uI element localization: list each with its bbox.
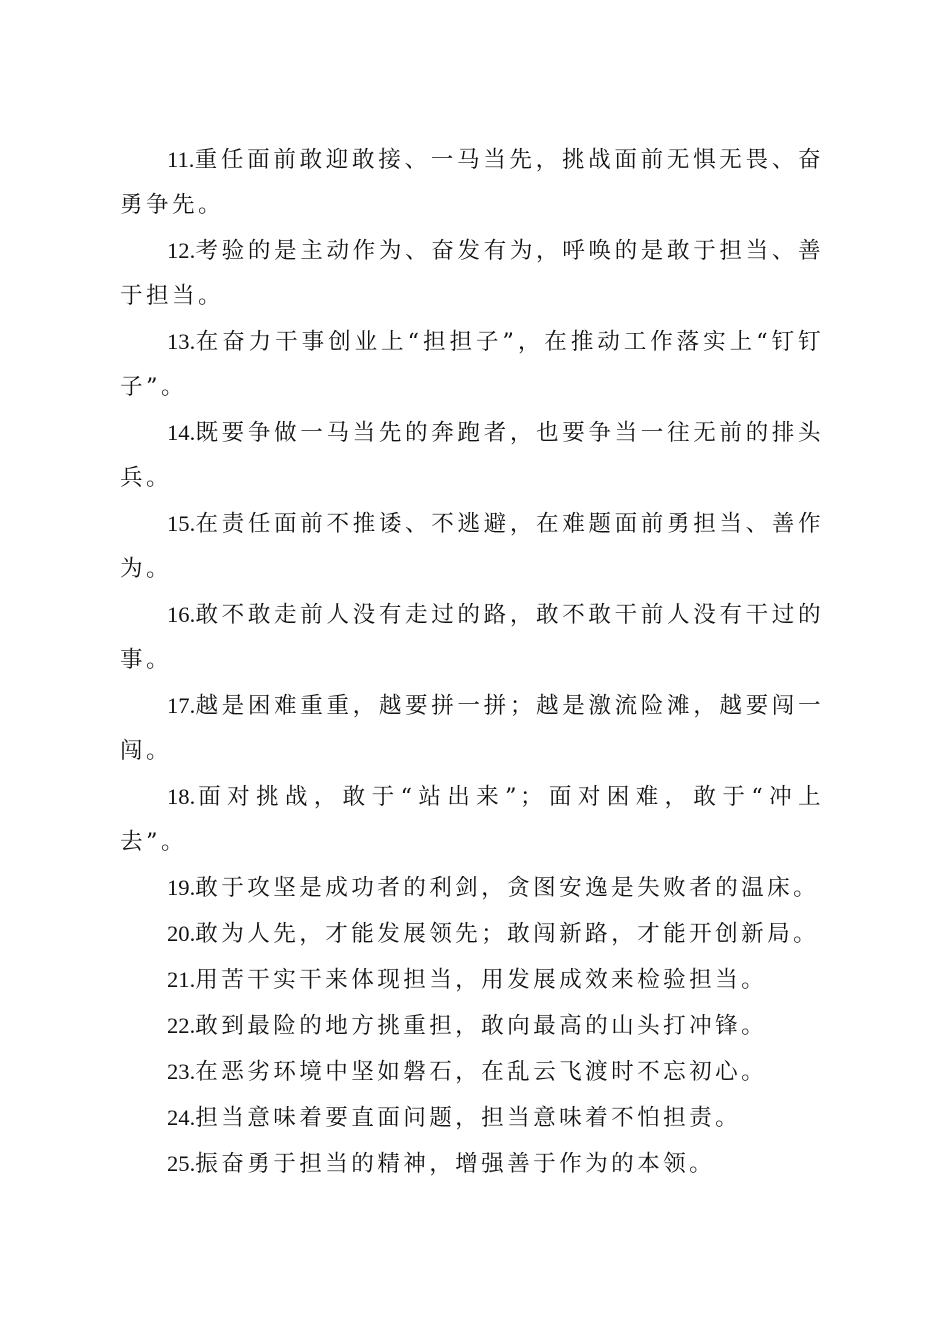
item-number: 18. [167, 784, 196, 809]
item-number: 13. [167, 329, 196, 354]
item-number: 17. [167, 693, 196, 718]
item-text: 在恶劣环境中坚如磐石，在乱云飞渡时不忘初心。 [195, 1059, 768, 1085]
list-item-19 [120, 865, 824, 911]
item-text: 敢不敢走前人没有走过的路，敢不敢干前人没有干过的事。 [120, 602, 824, 673]
list-item-21 [120, 957, 824, 1003]
item-number: 24. [167, 1105, 196, 1130]
item-number: 11. [167, 147, 195, 172]
item-text: 面对挑战，敢于“站出来”；面对困难，敢于“冲上去”。 [120, 784, 824, 855]
item-number: 19. [167, 875, 196, 900]
list-item-14 [120, 410, 824, 501]
item-text: 重任面前敢迎敢接、一马当先，挑战面前无惧无畏、奋勇争先。 [120, 147, 824, 218]
item-text: 考验的是主动作为、奋发有为，呼唤的是敢于担当、善于担当。 [120, 238, 824, 309]
document-body [120, 137, 824, 1187]
list-item-24 [120, 1095, 824, 1141]
list-item-22 [120, 1003, 824, 1049]
item-number: 16. [167, 602, 196, 627]
item-text: 振奋勇于担当的精神，增强善于作为的本领。 [195, 1151, 716, 1177]
item-number: 22. [167, 1013, 196, 1038]
item-text: 在责任面前不推诿、不逃避，在难题面前勇担当、善作为。 [120, 511, 824, 582]
list-item-16 [120, 592, 824, 683]
list-item-25 [120, 1141, 824, 1187]
list-item-12 [120, 228, 824, 319]
item-text: 既要争做一马当先的奔跑者，也要争当一往无前的排头兵。 [120, 420, 824, 491]
item-number: 12. [167, 238, 196, 263]
item-text: 越是困难重重，越要拼一拼；越是激流险滩，越要闯一闯。 [120, 693, 824, 764]
item-text: 敢于攻坚是成功者的利剑，贪图安逸是失败者的温床。 [195, 875, 820, 901]
item-text: 在奋力干事创业上“担担子”，在推动工作落实上“钉钉子”。 [120, 329, 824, 400]
item-text: 担当意味着要直面问题，担当意味着不怕担责。 [195, 1105, 742, 1131]
list-item-15 [120, 501, 824, 592]
item-number: 23. [167, 1059, 196, 1084]
list-item-17 [120, 683, 824, 774]
item-number: 25. [167, 1151, 196, 1176]
item-number: 14. [167, 420, 196, 445]
item-number: 21. [167, 967, 196, 992]
item-text: 敢到最险的地方挑重担，敢向最高的山头打冲锋。 [195, 1013, 768, 1039]
item-text: 敢为人先，才能发展领先；敢闯新路，才能开创新局。 [195, 921, 820, 947]
item-text: 用苦干实干来体现担当，用发展成效来检验担当。 [195, 967, 768, 993]
list-item-20 [120, 911, 824, 957]
list-item-11 [120, 137, 824, 228]
item-number: 20. [167, 921, 196, 946]
list-item-18 [120, 774, 824, 865]
list-item-23 [120, 1049, 824, 1095]
item-number: 15. [167, 511, 196, 536]
list-item-13 [120, 319, 824, 410]
